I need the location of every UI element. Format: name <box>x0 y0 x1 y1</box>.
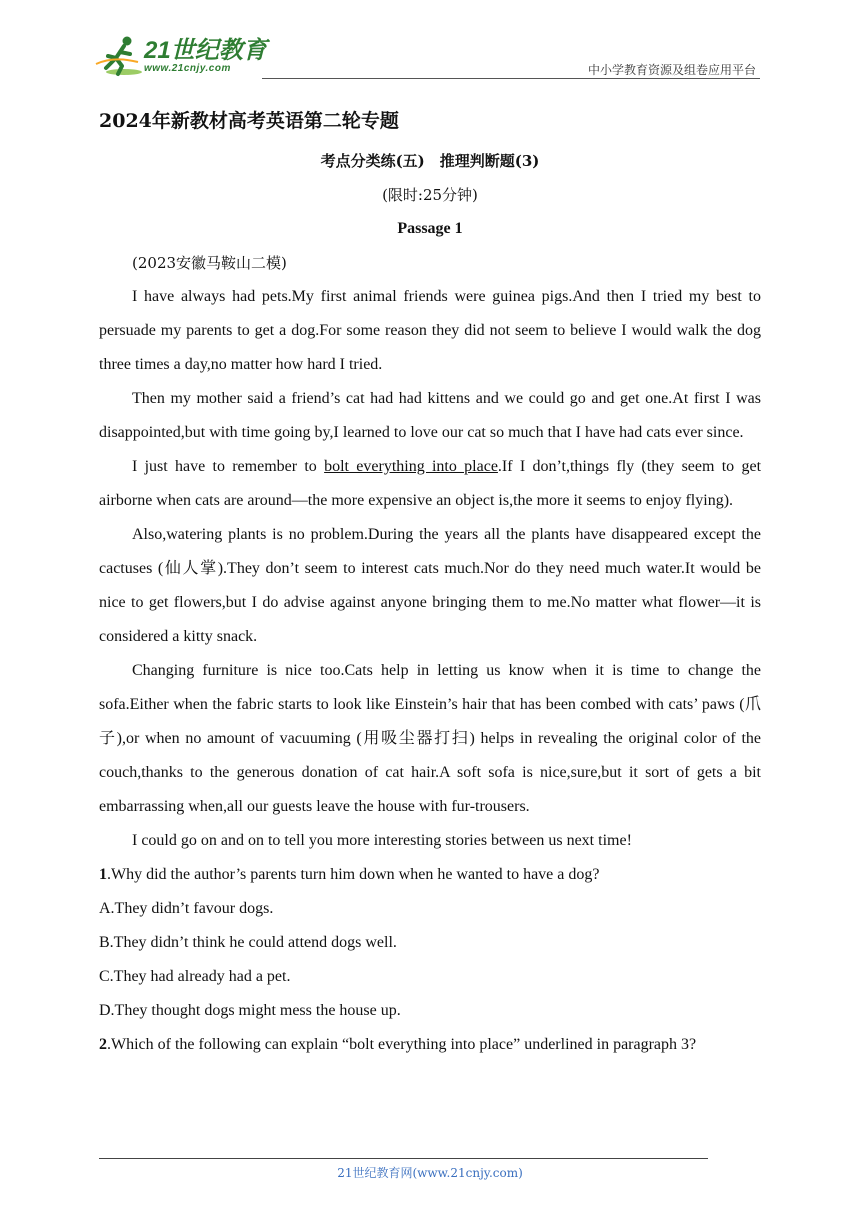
question-number: 2 <box>99 1036 107 1053</box>
document-title: 2024年新教材高考英语第二轮专题 <box>99 110 399 132</box>
footer-divider <box>99 1158 708 1159</box>
logo-url-text: www.21cnjy.com <box>144 63 231 74</box>
question <box>99 1028 761 1062</box>
question-text: .Why did the author’s parents turn him down when he wanted to have a dog? <box>107 866 600 883</box>
site-logo[interactable] <box>94 34 267 78</box>
paragraph-text: .If I don’t,things fly (they seem to get airborne when cats are around—the more expensive an object is,the more it seems to enjoy flying). <box>99 458 762 509</box>
runner-logo-icon <box>94 34 142 78</box>
passage-paragraph: Changing furniture is nice too.Cats help in letting us know when it is time to change the sofa.Either when the fabric starts to look like Einstein’s hair that has been combed with cats’ paws (爪子),or when no amount of vacuuming (用吸尘器打扫) helps in revealing the original color of the couch,thanks to the generous donation of cat hair.A soft sofa is nice,sure,but it sort of gets a bit embarrassing when,all our guests leave the house with fur-trousers. <box>99 662 761 815</box>
answer-option: B.They didn’t think he could attend dogs well. <box>99 934 397 951</box>
document-body <box>99 104 761 1062</box>
question-text: .Which of the following can explain “bolt everything into place” underlined in paragraph 3? <box>107 1036 697 1053</box>
underlined-phrase: bolt everything into place <box>324 458 498 475</box>
paragraph-text: I just have to remember to <box>132 458 325 475</box>
header-divider <box>262 78 760 79</box>
passage-heading: Passage 1 <box>397 220 463 237</box>
passage-source: (2023安徽马鞍山二模) <box>132 254 287 272</box>
question <box>99 858 761 892</box>
platform-tagline: 中小学教育资源及组卷应用平台 <box>587 63 756 77</box>
passage-paragraph: Then my mother said a friend’s cat had had kittens and we could go and get one.At first I was disappointed,but with time going by,I learned to love our cat so much that I have had cats ever since. <box>99 390 761 441</box>
passage-paragraph: I have always had pets.My first animal friends were guinea pigs.And then I tried my best to persuade my parents to get a dog.For some reason they did not seem to believe I would walk the dog three times a day,no matter how hard I tried. <box>99 288 761 373</box>
logo-brand-text: 21世纪教育 <box>144 37 267 64</box>
question-number: 1 <box>99 866 107 883</box>
document-subtitle: 考点分类练(五) 推理判断题(3) <box>320 152 540 170</box>
answer-option: A.They didn’t favour dogs. <box>99 900 274 917</box>
footer-link[interactable]: 21世纪教育网(www.21cnjy.com) <box>337 1166 523 1180</box>
answer-option: D.They thought dogs might mess the house up. <box>99 1002 401 1019</box>
time-limit: (限时:25分钟) <box>382 186 478 204</box>
page-header <box>0 0 860 90</box>
answer-option: C.They had already had a pet. <box>99 968 291 985</box>
passage-paragraph <box>99 450 761 518</box>
passage-paragraph: Also,watering plants is no problem.During the years all the plants have disappeared except the cactuses (仙人掌).They don’t seem to interest cats much.Nor do they need much water.It would be nice to get flowers,but I do advise against anyone bringing them to me.No matter what flower—it is considered a kitty snack. <box>99 526 761 645</box>
passage-paragraph: I could go on and on to tell you more interesting stories between us next time! <box>132 832 632 849</box>
